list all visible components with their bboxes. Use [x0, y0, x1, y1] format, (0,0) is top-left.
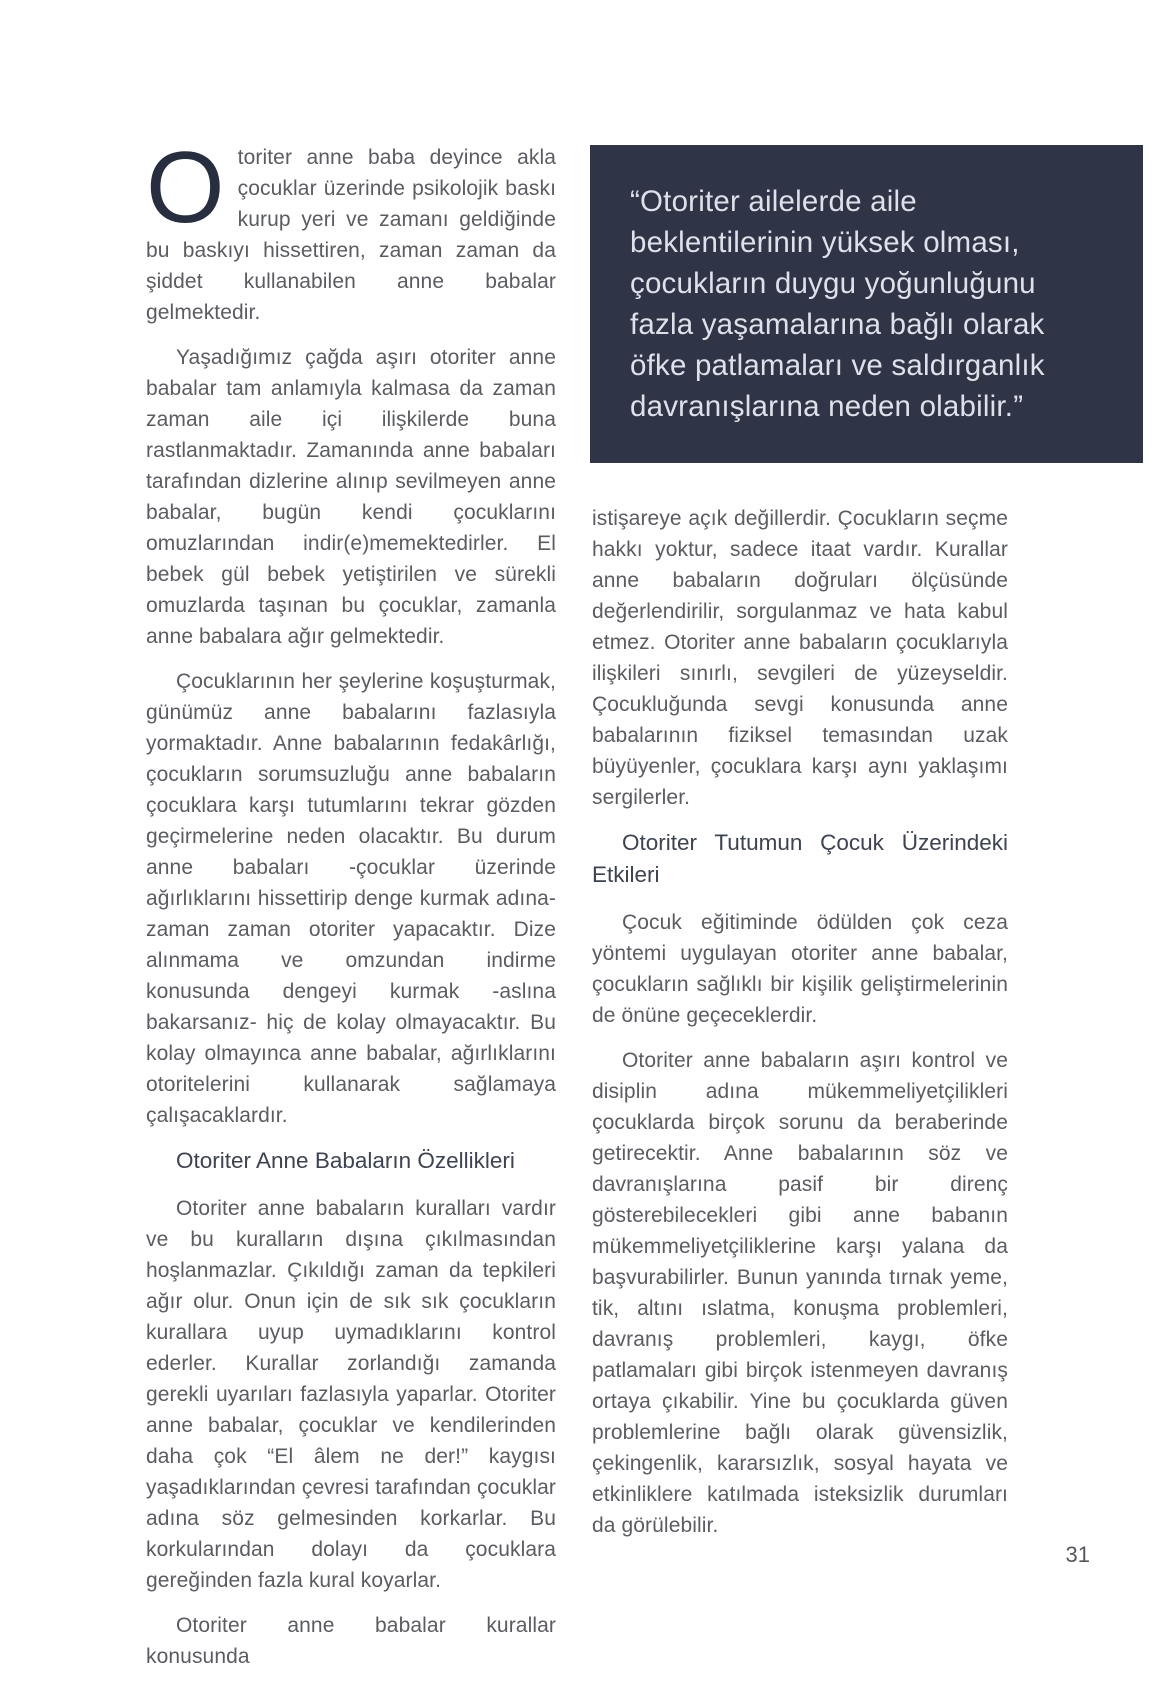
paragraph: Yaşadığımız çağda aşırı otoriter anne babalar tam anlamıyla kalmasa da zaman zaman aile içi ilişkilerde buna rastlanmaktadır. Zamanında anne babaları tarafından dizlerine alınıp sevilmeyen anne babalar, bugün kendi çocuklarını omuzlarından indir(e)memektedirler. El bebek gül bebek yetiştirilen ve sürekli omuzlarda taşınan bu çocuklar, zamanla anne babalara ağır gelmektedir. — [146, 346, 556, 648]
paragraph: Otoriter anne babaların kuralları vardır ve bu kuralların dışına çıkılmasından hoşlanmazlar. Çıkıldığı zaman da tepkileri ağır olur. Onun için de sık sık çocukların kurallara uyup uymadıklarını kontrol ederler. Kurallar zorlandığı zamanda gerekli uyarıları fazlasıyla yaparlar. Otoriter anne babalar, çocuklar ve kendilerinden daha çok “El âlem ne der!” kaygısı yaşadıklarından çevresi tarafından çocuklar adına söz gelmesinden korkarlar. Bu korkularından dolayı da çocuklara gereğinden fazla kural koyarlar. — [146, 1197, 556, 1592]
right-column — [592, 142, 1045, 1555]
paragraph: Otoriter anne babaların aşırı kontrol ve disiplin adına mükemmeliyetçilikleri çocuklarda birçok sorunu da beraberinde getirecektir. Anne babalarının söz ve davranışlarına pasif bir direnç gösterebilecekleri gibi anne babanın mükemmeliyetçiliklerine karşı yalana da başvurabilirler. Bunun yanında tırnak yeme, tik, altını ıslatma, konuşma problemleri, davranış problemleri, kaygı, öfke patlamaları gibi birçok istenmeyen davranış ortaya çıkabilir. Yine bu çocuklarda güven problemlerine bağlı olarak güvensizlik, çekingenlik, kararsızlık, sosyal hayata ve etkinliklere katılmada isteksizlik durumları da görülebilir. — [592, 1049, 1008, 1537]
dropcap-letter: O — [146, 132, 225, 244]
paragraph-continues-next-column: Otoriter anne babalar kurallar konusunda — [146, 1614, 556, 1668]
paragraph: Çocuklarının her şeylerine koşuşturmak, günümüz anne babalarını fazlasıyla yormaktadır. Anne babalarının fedakârlığı, çocukların sorumsuzluğu anne babaların çocuklara karşı tutumlarını tekrar gözden geçirmelerine neden olacaktır. Bu durum anne babaları -çocuklar üzerinde ağırlıklarını hissettirip denge kurmak adına- zaman zaman otoriter yapacaktır. Dize alınmama ve omzundan indirme konusunda dengeyi kurmak -aslına bakarsanız- hiç de kolay olmayacaktır. Bu kolay olmayınca anne babalar, ağırlıklarını otoritelerini kullanarak sağlamaya çalışacaklardır. — [146, 670, 556, 1127]
paragraph: Çocuk eğitiminde ödülden çok ceza yöntemi uygulayan otoriter anne babalar, çocukların sağlıklı bir kişilik geliştirmelerinin de önüne geçeceklerdir. — [592, 911, 1008, 1027]
section-heading-etkileri: Otoriter Tutumun Çocuk Üzerindeki Etkileri — [592, 830, 1008, 887]
left-column — [146, 132, 556, 1686]
pull-quote-box — [590, 145, 1143, 463]
paragraph-continued-from-left-column: istişareye açık değillerdir. Çocukların seçme hakkı yoktur, sadece itaat vardır. Kurallar anne babaların doğruları ölçüsünde değerlendirilir, sorgulanmaz ve hata kabul etmez. Otoriter anne babaların çocuklarıyla ilişkileri sınırlı, sevgileri de yüzeyseldir. Çocukluğunda sevgi konusunda anne babalarının fiziksel temasından uzak büyüyenler, çocuklara karşı aynı yaklaşımı sergilerler. — [592, 507, 1008, 809]
opening-paragraph — [146, 132, 556, 328]
opening-paragraph-text: toriter anne baba deyince akla çocuklar üzerinde psikolojik baskı kurup yeri ve zamanı geldiğinde bu baskıyı hissettiren, zaman zaman da şiddet kullanabilen anne babalar gelmektedir. — [146, 146, 556, 324]
pull-quote-text: “Otoriter ailelerde aile beklentilerinin yüksek olması, çocukların duygu yoğunluğunu fazla yaşamalarına bağlı olarak öfke patlamaları ve saldırganlık davranışlarına neden olabilir.” — [630, 185, 1045, 423]
page-number: 31 — [1065, 1542, 1090, 1567]
section-heading-ozellikleri: Otoriter Anne Babaların Özellikleri — [176, 1148, 515, 1173]
